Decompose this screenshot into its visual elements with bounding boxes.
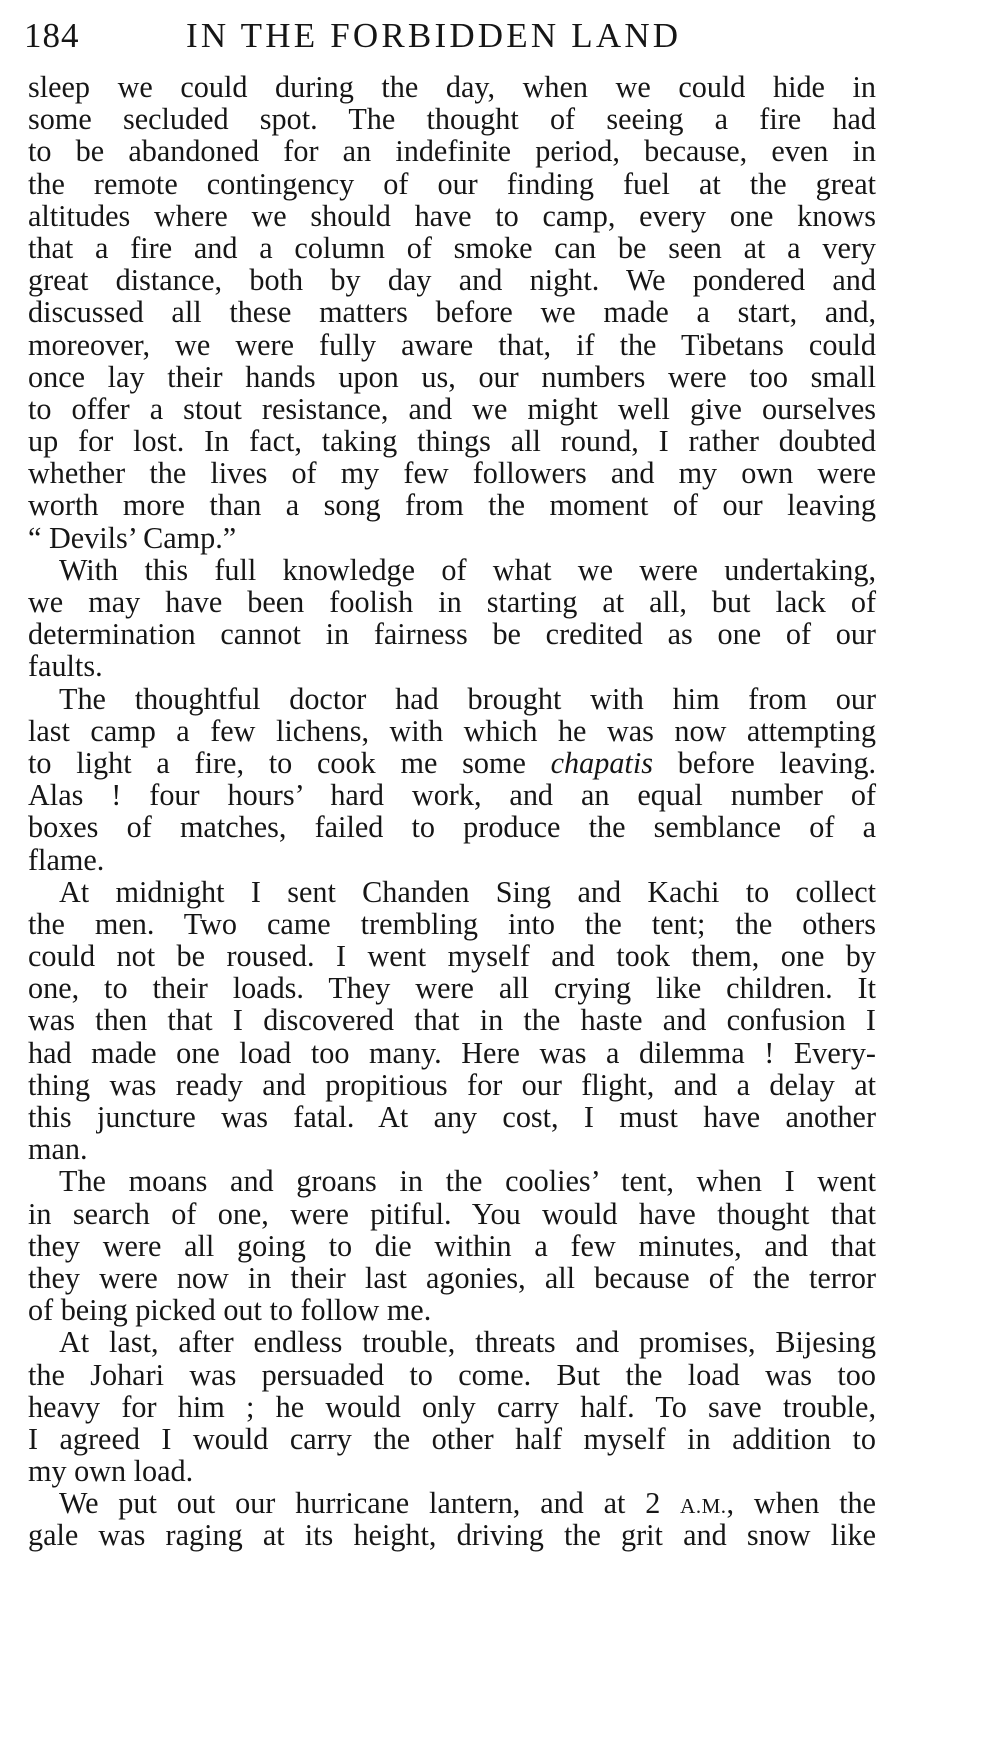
small-caps-text: A.M.	[680, 1494, 727, 1519]
text-line: At midnight I sent Chanden Sing and Kachi to collect	[59, 874, 876, 909]
text-line: The moans and groans in the coolies’ tent, when I went	[59, 1164, 876, 1199]
text-line: they were all going to die within a few minutes, and that	[28, 1228, 876, 1263]
text-line: we may have been foolish in starting at all, but lack of	[28, 585, 876, 619]
text-segment: to light a fire, to cook me some	[28, 745, 526, 780]
text-line: that a fire and a column of smoke can be seen at a very	[28, 230, 876, 265]
text-line: some secluded spot. The thought of seeing a fire had	[28, 102, 876, 137]
text-line: flame.	[28, 842, 105, 877]
text-line: this juncture was fatal. At any cost, I must have another	[28, 1100, 876, 1134]
text-line: determination cannot in fairness be credited as one of our	[28, 617, 876, 652]
text-line: one, to their loads. They were all crying like children. It	[28, 971, 876, 1006]
text-line: worth more than a song from the moment of our leaving	[28, 488, 876, 523]
text-segment: before leaving.	[677, 745, 877, 780]
text-line: in search of one, were pitiful. You would have thought that	[28, 1196, 876, 1231]
text-line	[28, 747, 876, 779]
paragraph	[28, 1165, 876, 1326]
text-line: moreover, we were fully aware that, if the Tibetans could	[28, 327, 876, 362]
running-title: IN THE FORBIDDEN LAND	[186, 16, 682, 55]
paragraph	[28, 554, 876, 683]
text-segment: , when the	[726, 1486, 876, 1521]
text-line: had made one load too many. Here was a dilemma ! Every-	[28, 1035, 876, 1070]
text-line: up for lost. In fact, taking things all round, I rather doubted	[28, 424, 876, 459]
text-line: discussed all these matters before we made a start, and,	[28, 295, 876, 330]
text-line: At last, after endless trouble, threats and promises, Bijesing	[59, 1325, 876, 1360]
paragraph	[28, 1487, 876, 1551]
text-line: The thoughtful doctor had brought with him from our	[59, 681, 876, 716]
text-line: great distance, both by day and night. We pondered and	[28, 263, 876, 298]
text-line: was then that I discovered that in the haste and confusion I	[28, 1003, 876, 1038]
text-line: boxes of matches, failed to produce the semblance of a	[28, 810, 876, 845]
text-line: the men. Two came trembling into the tent; the others	[28, 906, 876, 941]
text-line: With this full knowledge of what we were undertaking,	[59, 552, 876, 587]
text-line: of being picked out to follow me.	[28, 1293, 432, 1328]
paragraph	[28, 1326, 876, 1487]
text-line: gale was raging at its height, driving the grit and snow like	[28, 1518, 876, 1553]
text-line	[28, 1487, 876, 1519]
text-line: to be abandoned for an indefinite period, because, even in	[28, 134, 876, 169]
text-line: the Johari was persuaded to come. But the load was too	[28, 1357, 876, 1392]
paragraph	[28, 71, 876, 554]
text-line: “ Devils’ Camp.”	[28, 520, 237, 555]
text-line: faults.	[28, 649, 103, 684]
text-line: sleep we could during the day, when we could hide in	[28, 70, 876, 104]
text-line: altitudes where we should have to camp, every one knows	[28, 198, 876, 233]
paragraph	[28, 683, 876, 876]
text-segment: We put out our hurricane lantern, and at 2	[59, 1486, 661, 1521]
text-line: whether the lives of my few followers and my own were	[28, 456, 876, 491]
text-line: the remote contingency of our finding fuel at the great	[28, 166, 876, 201]
text-line: man.	[28, 1132, 88, 1167]
text-line: last camp a few lichens, with which he was now attempting	[28, 713, 876, 748]
text-line: Alas ! four hours’ hard work, and an equal number of	[28, 778, 876, 813]
text-line: I agreed I would carry the other half myself in addition to	[28, 1421, 876, 1456]
text-line: to offer a stout resistance, and we might well give ourselves	[28, 391, 876, 426]
text-line: once lay their hands upon us, our numbers were too small	[28, 359, 876, 394]
text-line: heavy for him ; he would only carry half. To save trouble,	[28, 1389, 876, 1424]
page-header	[24, 14, 884, 62]
paragraph	[28, 876, 876, 1166]
text-line: my own load.	[28, 1454, 194, 1489]
italic-word: chapatis	[550, 745, 653, 780]
page-number: 184	[24, 16, 80, 55]
text-line: thing was ready and propitious for our flight, and a delay at	[28, 1067, 876, 1102]
text-line: could not be roused. I went myself and took them, one by	[28, 939, 876, 974]
text-line: they were now in their last agonies, all because of the terror	[28, 1260, 876, 1295]
body-text	[28, 71, 876, 1552]
